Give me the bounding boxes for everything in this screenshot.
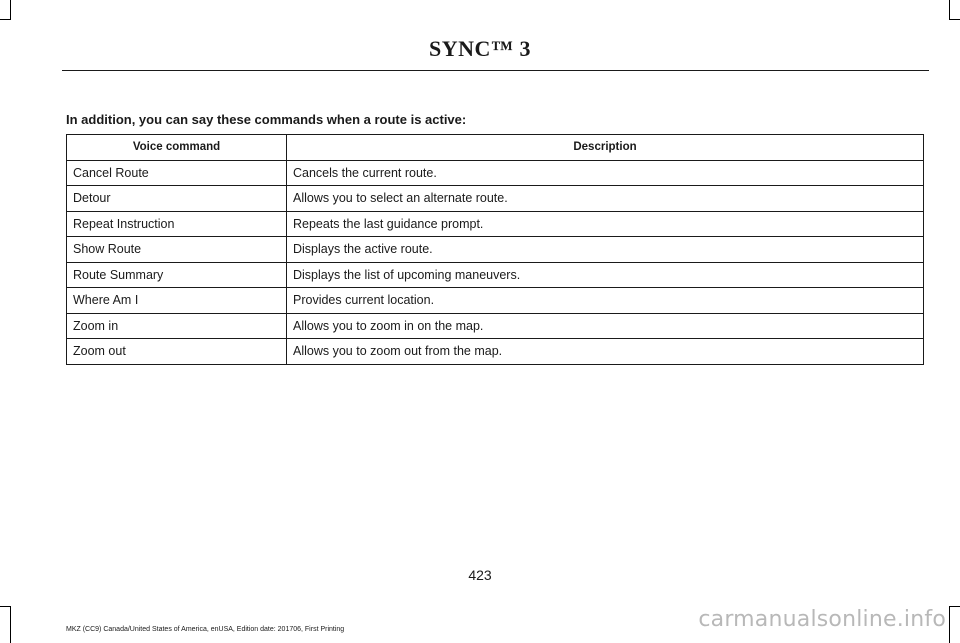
voice-command-table — [66, 134, 924, 365]
description-cell: Allows you to zoom in on the map. — [287, 313, 924, 339]
voice-command-cell: Zoom in — [67, 313, 287, 339]
table-row — [67, 262, 924, 288]
crop-mark-top-right-h — [949, 19, 960, 20]
voice-command-cell: Zoom out — [67, 339, 287, 365]
description-cell: Allows you to zoom out from the map. — [287, 339, 924, 365]
header-divider — [62, 70, 929, 71]
crop-mark-bottom-left-v — [10, 606, 11, 643]
voice-command-cell: Where Am I — [67, 288, 287, 314]
crop-mark-top-right-v — [949, 0, 950, 20]
page-title: SYNC™ 3 — [429, 36, 531, 61]
description-cell: Repeats the last guidance prompt. — [287, 211, 924, 237]
description-cell: Displays the active route. — [287, 237, 924, 263]
description-cell: Provides current location. — [287, 288, 924, 314]
column-header-description: Description — [287, 135, 924, 161]
description-cell: Allows you to select an alternate route. — [287, 186, 924, 212]
watermark: carmanualsonline.info — [698, 607, 946, 632]
voice-command-cell: Show Route — [67, 237, 287, 263]
page-number: 423 — [468, 567, 492, 583]
description-cell: Cancels the current route. — [287, 160, 924, 186]
voice-command-cell: Repeat Instruction — [67, 211, 287, 237]
table-row — [67, 211, 924, 237]
crop-mark-top-left-h — [0, 19, 11, 20]
column-header-voice-command: Voice command — [67, 135, 287, 161]
footer-edition-info: MKZ (CC9) Canada/United States of America, enUSA, Edition date: 201706, First Printing — [66, 626, 345, 633]
voice-command-cell: Route Summary — [67, 262, 287, 288]
voice-command-cell: Cancel Route — [67, 160, 287, 186]
table-header-row — [67, 135, 924, 161]
crop-mark-top-left-v — [10, 0, 11, 20]
crop-mark-bottom-right-h — [949, 606, 960, 607]
table-row — [67, 160, 924, 186]
intro-text: In addition, you can say these commands when a route is active: — [66, 112, 467, 127]
crop-mark-bottom-left-h — [0, 606, 11, 607]
table-row — [67, 313, 924, 339]
table-row — [67, 339, 924, 365]
voice-command-cell: Detour — [67, 186, 287, 212]
table-row — [67, 186, 924, 212]
table-row — [67, 288, 924, 314]
crop-mark-bottom-right-v — [949, 606, 950, 643]
table-row — [67, 237, 924, 263]
description-cell: Displays the list of upcoming maneuvers. — [287, 262, 924, 288]
